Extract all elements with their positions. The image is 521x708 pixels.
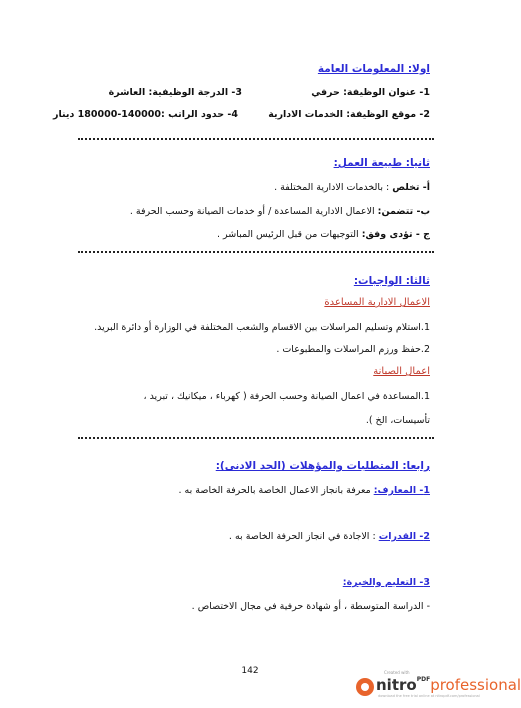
duties-maintenance-subtitle: اعمال الصيانة <box>373 366 430 377</box>
logo-brand-text: nitro <box>376 676 417 694</box>
duty-item-2: 2.حفظ ورزم المراسلات والمطبوعات . <box>276 344 430 355</box>
nature-a-label: أ- تخلص <box>392 182 430 193</box>
knowledge-label: 1- المعارف: <box>373 485 430 496</box>
divider <box>78 437 434 439</box>
nature-c-label: ج - تؤدى وفق: <box>361 229 430 240</box>
section4-title: رابعا: المتطلبات والمؤهلات (الحد الادنى): <box>215 460 430 472</box>
section3-title: ثالثا: الواجبات: <box>353 275 430 287</box>
job-grade: 3- الدرجة الوظيفية: العاشرة <box>108 87 242 98</box>
logo-created-with: Created with <box>384 670 410 675</box>
logo-sup: PDF <box>416 676 431 683</box>
duty-item-3: 1.المساعدة في اعمال الصيانة وحسب الحرفة ( كهرباء ، ميكانيك ، تبريد ، <box>143 391 430 402</box>
abilities-label: 2- القدرات <box>378 531 430 542</box>
knowledge-text: معرفة بانجاز الاعمال الخاصة بالحرفة الخاصة به . <box>178 485 371 496</box>
duties-admin-subtitle: الاعمال الادارية المساعدة <box>324 297 430 308</box>
nature-c <box>217 228 430 241</box>
job-location: 2- موقع الوظيفة: الخدمات الادارية <box>268 109 430 120</box>
salary-range: 4- حدود الراتب :140000-180000 دينار <box>53 109 238 120</box>
requirement-abilities <box>229 530 430 543</box>
divider <box>78 138 434 140</box>
education-label: 3- التعليم والخبرة: <box>342 577 430 588</box>
nitro-logo-icon <box>356 678 374 696</box>
requirement-knowledge <box>179 484 430 497</box>
nature-b-label: ب- تتضمن: <box>377 206 430 217</box>
nature-a <box>274 181 430 194</box>
nature-c-text: التوجيهات من قبل الرئيس المباشر . <box>216 229 359 240</box>
nature-b-text: الاعمال الادارية المساعدة / أو خدمات الصيانة وحسب الحرفة . <box>129 206 375 217</box>
logo-tagline: download the free trial online at nitropdf.com/professional <box>378 694 480 698</box>
duty-item-3-cont: تأسيسات، الخ ). <box>365 415 430 426</box>
job-title: 1- عنوان الوظيفة: حرفي <box>311 87 430 98</box>
section2-title: ثانيا: طبيعة العمل: <box>333 157 430 169</box>
page-number: 142 <box>241 666 259 676</box>
logo-suffix: professional <box>430 676 521 694</box>
requirement-education <box>343 576 430 589</box>
duty-item-1: 1.استلام وتسليم المراسلات بين الاقسام والشعب المختلفة في الوزارة أو دائرة البريد. <box>94 322 430 333</box>
section1-title: اولا: المعلومات العامة <box>317 63 430 75</box>
divider <box>78 251 434 253</box>
nature-a-text: : بالخدمات الادارية المختلفة . <box>274 182 390 193</box>
nitro-logo <box>352 670 521 700</box>
abilities-text: : الاجادة في انجاز الحرفة الخاصة به . <box>228 531 376 542</box>
logo-brand <box>376 676 521 694</box>
education-text: - الدراسة المتوسطة ، أو شهادة حرفية في مجال الاختصاص . <box>191 601 430 612</box>
nature-b <box>130 205 430 218</box>
